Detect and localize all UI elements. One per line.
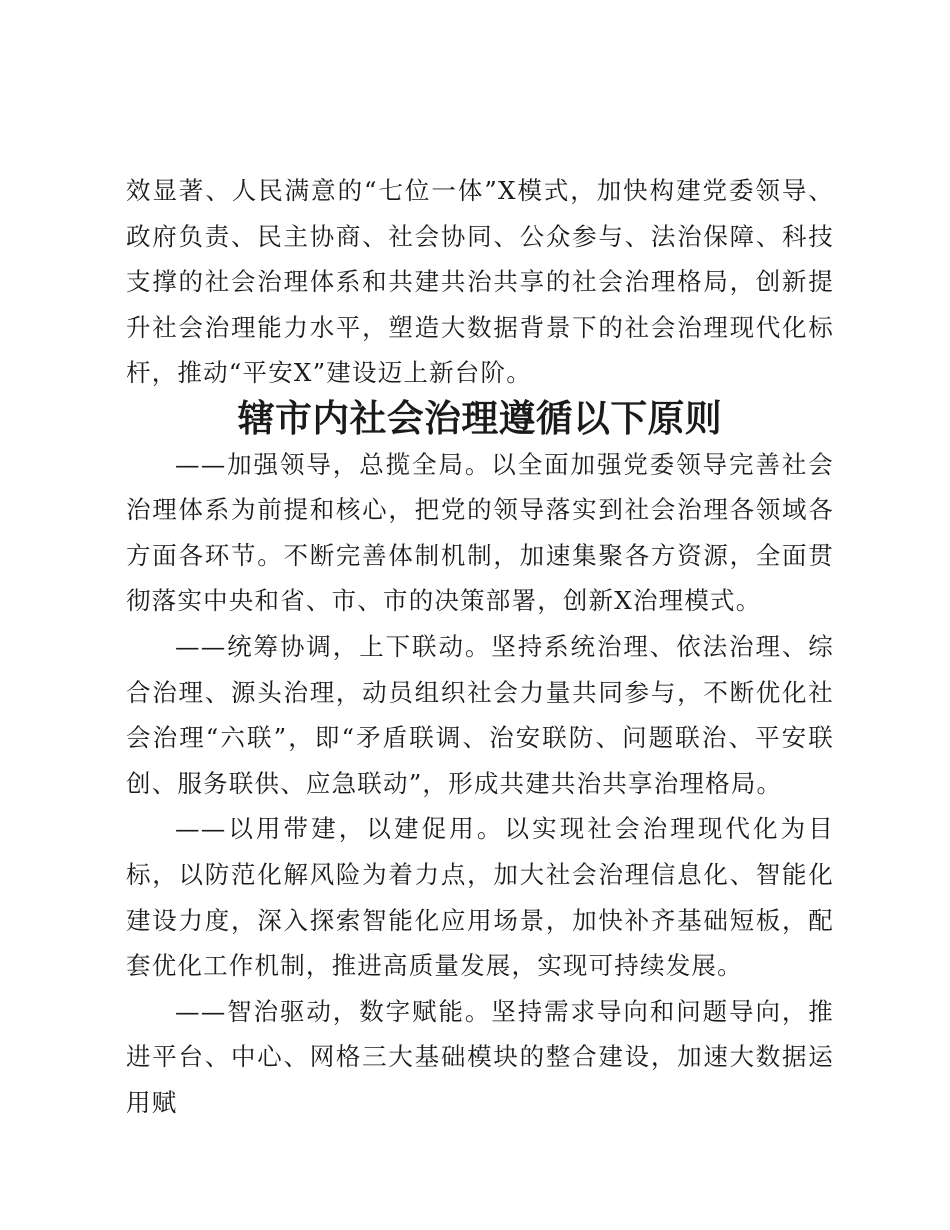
section-heading: 辖市内社会治理遵循以下原则 xyxy=(237,395,723,440)
principle-paragraph-1: ——加强领导，总揽全局。以全面加强党委领导完善社会治理体系为前提和核心，把党的领导落实到社会治理各领域各方面各环节。不断完善体制机制，加速集聚各方资源，全面贯彻落实中央和省、市、市的决策部署，创新X治理模式。 xyxy=(126,449,834,616)
principle-paragraph-3: ——以用带建，以建促用。以实现社会治理现代化为目标，以防范化解风险为着力点，加大社会治理信息化、智能化建设力度，深入探索智能化应用场景，加快补齐基础短板，配套优化工作机制，推进高质量发展，实现可持续发展。 xyxy=(126,814,834,981)
principle-paragraph-2: ——统筹协调，上下联动。坚持系统治理、依法治理、综合治理、源头治理，动员组织社会力量共同参与，不断优化社会治理“六联”，即“矛盾联调、治安联防、问题联治、平安联创、服务联供、应急联动”，形成共建共治共享治理格局。 xyxy=(126,631,834,798)
intro-paragraph: 效显著、人民满意的“七位一体”X模式，加快构建党委领导、政府负责、民主协商、社会协同、公众参与、法治保障、科技支撑的社会治理体系和共建共治共享的社会治理格局，创新提升社会治理能力水平，塑造大数据背景下的社会治理现代化标杆，推动“平安X”建设迈上新台阶。 xyxy=(126,176,834,388)
document-page xyxy=(126,168,834,1125)
principle-paragraph-4: ——智治驱动，数字赋能。坚持需求导向和问题导向，推进平台、中心、网格三大基础模块的整合建设，加速大数据运用赋 xyxy=(126,996,834,1117)
